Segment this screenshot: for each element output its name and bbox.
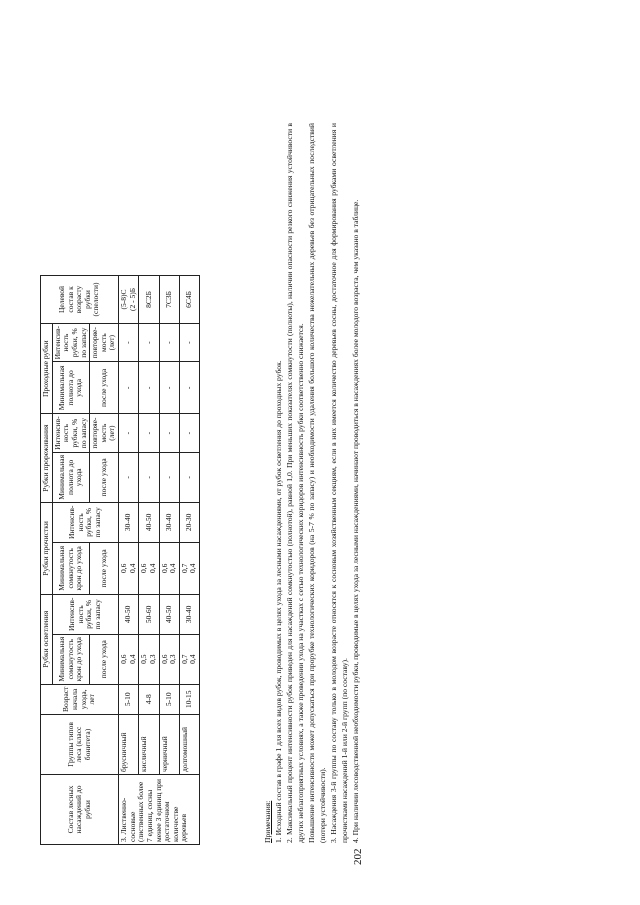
osv-int-cell: 40-50: [119, 594, 139, 634]
note-item: 1. Исходный состав в графе 1 для всех видов рубок, проводимых в целях ухода за лесными насаждениями, от рубок осветления до проходных рубок.: [274, 360, 283, 843]
target-cell: (5-8)С (2 - 5)Б: [119, 275, 139, 323]
header-group-osvetlenie: Рубки осветления: [41, 594, 53, 684]
osv-int-cell: 30-40: [179, 594, 199, 634]
header-prorezh-intensity: Интенсив-ность рубки, % по запасу: [52, 414, 90, 452]
prorezh-min-cell: -: [119, 452, 139, 502]
age-cell: 4-8: [139, 684, 159, 714]
osv-min-cell: 0,7 0,4: [179, 634, 199, 684]
proch-int-cell: 30-40: [159, 502, 179, 542]
header-prohod-intensity: Интенсив-ность рубки, % по запасу: [52, 323, 90, 361]
note-item: 3. Насаждения 3-й группы по составу только в молодом возрасте относятся к сосновым хозяйственным секциям, если в них имеется количество деревьев сосны, достаточное для формирования рубками осветления и прочистками насаждений 1-й или 2-й групп (по составу).: [329, 123, 349, 843]
table-row: [179, 275, 199, 844]
age-cell: 5-10: [159, 684, 179, 714]
forest-type-cell: брусничный: [119, 715, 139, 775]
page-number: 202: [352, 848, 364, 865]
header-group-prohodnye: Проходные рубки: [41, 323, 53, 413]
prorezh-int-cell: -: [119, 414, 139, 452]
forest-type-cell: долгомошный: [179, 715, 199, 775]
prorezh-int-cell: -: [159, 414, 179, 452]
target-cell: 6С4Б: [179, 275, 199, 323]
header-prorezh-repeat: повторяе-мость (лет): [90, 414, 119, 452]
proch-int-cell: 40-50: [139, 502, 159, 542]
composition-cell: 3. Лиственно-сосновые (лиственных более 7 единиц, сосны менее 3 единиц при достаточном количестве деревьев: [119, 775, 200, 845]
osv-int-cell: 50-60: [139, 594, 159, 634]
forest-type-cell: черничный: [159, 715, 179, 775]
header-group-prorezhivanie: Рубки прореживания: [41, 414, 53, 502]
note-item: 4. При наличии лесоводственной необходимости рубки, проводимые в целях ухода за лесными насаждениями, начинают проводиться в насаждениях более молодого возраста, чем указано в таблице.: [351, 199, 360, 843]
notes-block: [262, 123, 361, 843]
prohod-min-cell: -: [139, 362, 159, 414]
header-forest-type: Группы типов леса (класс бонитета): [41, 715, 119, 775]
header-proch-min: Минимальная сомкнутость крон до ухода: [52, 542, 90, 594]
proch-int-cell: 30-40: [119, 502, 139, 542]
proch-min-cell: 0,6 0,4: [159, 542, 179, 594]
prohod-int-cell: -: [179, 323, 199, 361]
note-item: 2. Максимальный процент интенсивности рубок приведен для насаждений сомкнутостью (полнотой), равной 1,0. При меньших показателях сомкнутости (полноты), наличии опасности резкого снижения устойчивости в других неблагоприятных условиях, а также проведении ухода на участках с сетью технологических коридоров интенсивность рубки соответственно снижается.: [285, 123, 305, 843]
proch-int-cell: 20-30: [179, 502, 199, 542]
header-osv-intensity: Интенсив-ность рубки, % по запасу: [52, 594, 118, 634]
target-cell: 8С2Б: [139, 275, 159, 323]
prohod-int-cell: -: [159, 323, 179, 361]
header-prohod-min: Минимальная полнота до ухода: [52, 362, 90, 414]
notes-title: Примечания:: [263, 800, 272, 843]
prorezh-min-cell: -: [159, 452, 179, 502]
note-item: Повышение интенсивности может допускаться при прорубке технологических коридоров (на 5-7 % по запасу) и необходимости удаления большого количества нежелательных деревьев без отрицательных последствий (потери устойчивости).: [307, 123, 327, 843]
prorezh-int-cell: -: [179, 414, 199, 452]
header-osv-min: Минимальная сомкнутость крон до ухода: [52, 634, 90, 684]
header-group-prochistka: Рубки прочистки: [41, 502, 53, 594]
table-row: [119, 275, 139, 844]
header-age: Возраст начала ухода, лет: [41, 684, 119, 714]
header-osv-after: после ухода: [90, 634, 119, 684]
prohod-min-cell: -: [159, 362, 179, 414]
forest-type-cell: кисличный: [139, 715, 159, 775]
header-prohod-after: после ухода: [90, 362, 119, 414]
table-row: [139, 275, 159, 844]
prohod-int-cell: -: [119, 323, 139, 361]
prorezh-int-cell: -: [139, 414, 159, 452]
osv-int-cell: 40-50: [159, 594, 179, 634]
osv-min-cell: 0,6 0,3: [159, 634, 179, 684]
prorezh-min-cell: -: [179, 452, 199, 502]
prohod-min-cell: -: [119, 362, 139, 414]
header-prorezh-min: Минимальная полнота до ухода: [52, 452, 90, 502]
osv-min-cell: 0,5 0,3: [139, 634, 159, 684]
target-cell: 7С3Б: [159, 275, 179, 323]
proch-min-cell: 0,6 0,4: [139, 542, 159, 594]
prohod-int-cell: -: [139, 323, 159, 361]
header-prorezh-after: после ухода: [90, 452, 119, 502]
age-cell: 10-15: [179, 684, 199, 714]
thinning-table: [40, 275, 200, 845]
age-cell: 5-10: [119, 684, 139, 714]
proch-min-cell: 0,7 0,4: [179, 542, 199, 594]
header-composition: Состав лесных насаждений до рубки: [41, 775, 119, 845]
table-row: [159, 275, 179, 844]
proch-min-cell: 0,6 0,4: [119, 542, 139, 594]
header-target-composition: Целевой состав к возрасту рубки (спелости): [41, 275, 119, 323]
header-proch-after: после ухода: [90, 542, 119, 594]
prohod-min-cell: -: [179, 362, 199, 414]
osv-min-cell: 0,6 0,4: [119, 634, 139, 684]
header-prohod-repeat: повторяе-мость (лет): [90, 323, 119, 361]
header-proch-intensity: Интенсив-ность рубки, % по запасу: [52, 502, 118, 542]
table-header-row-1: [41, 275, 53, 844]
prorezh-min-cell: -: [139, 452, 159, 502]
